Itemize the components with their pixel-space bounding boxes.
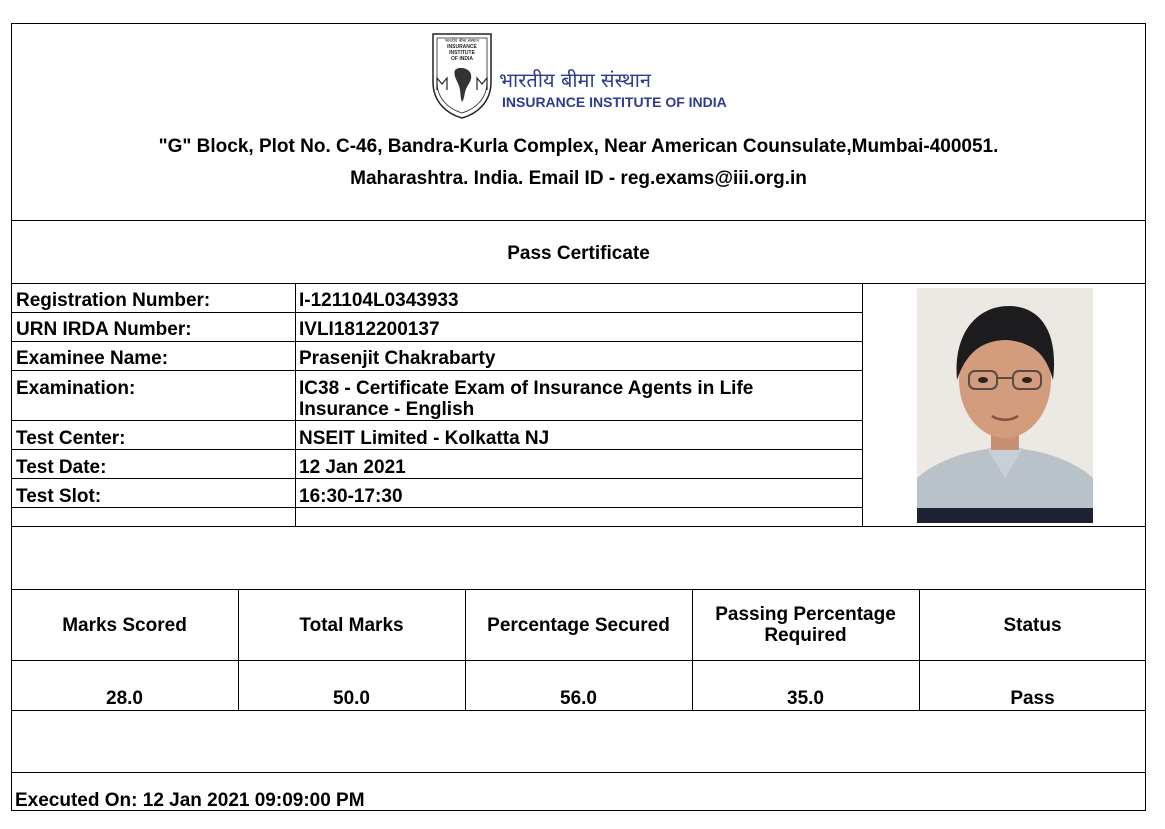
svg-text:INSTITUTE: INSTITUTE bbox=[449, 50, 475, 56]
candidate-photo bbox=[917, 288, 1093, 523]
detail-value: NSEIT Limited - Kolkatta NJ bbox=[299, 428, 550, 449]
value-total-marks: 50.0 bbox=[333, 688, 370, 709]
detail-label: Test Slot: bbox=[16, 486, 102, 507]
address-line-1: "G" Block, Plot No. C-46, Bandra-Kurla Complex, Near American Counsulate,Mumbai-400051. bbox=[158, 136, 999, 157]
svg-text:OF INDIA: OF INDIA bbox=[451, 56, 473, 62]
detail-label: Test Center: bbox=[16, 428, 126, 449]
divider bbox=[11, 220, 1146, 221]
detail-value: 12 Jan 2021 bbox=[299, 457, 406, 478]
value-passing-percentage: 35.0 bbox=[787, 688, 824, 709]
divider bbox=[11, 710, 1146, 711]
divider bbox=[11, 526, 1146, 527]
value-percentage-secured: 56.0 bbox=[560, 688, 597, 709]
detail-label: Examination: bbox=[16, 378, 136, 399]
detail-value: 16:30-17:30 bbox=[299, 486, 403, 507]
divider bbox=[11, 772, 1146, 773]
detail-label: Examinee Name: bbox=[16, 348, 169, 369]
certificate-title: Pass Certificate bbox=[507, 243, 650, 264]
header-passing-percentage: Passing Percentage Required bbox=[715, 604, 896, 646]
detail-label: URN IRDA Number: bbox=[16, 319, 192, 340]
header-marks-scored: Marks Scored bbox=[62, 614, 187, 636]
org-name-hindi: भारतीय बीमा संस्थान bbox=[499, 68, 652, 92]
detail-label: Test Date: bbox=[16, 457, 107, 478]
divider bbox=[11, 283, 1146, 284]
detail-value: IC38 - Certificate Exam of Insurance Agents in Life Insurance - English bbox=[299, 378, 754, 420]
svg-text:भारतीय बीमा संस्थान: भारतीय बीमा संस्थान bbox=[444, 39, 480, 44]
address-line-2: Maharashtra. India. Email ID - reg.exams@iii.org.in bbox=[350, 168, 807, 189]
svg-text:INSURANCE: INSURANCE bbox=[447, 44, 477, 50]
institute-logo bbox=[429, 32, 495, 120]
header-status: Status bbox=[1003, 614, 1062, 636]
detail-value: Prasenjit Chakrabarty bbox=[299, 348, 496, 369]
header-percentage-secured: Percentage Secured bbox=[487, 614, 670, 636]
value-marks-scored: 28.0 bbox=[106, 688, 143, 709]
header-total-marks: Total Marks bbox=[299, 614, 404, 636]
detail-value: IVLI1812200137 bbox=[299, 319, 440, 340]
detail-label: Registration Number: bbox=[16, 290, 211, 311]
org-name-english: INSURANCE INSTITUTE OF INDIA bbox=[502, 94, 727, 110]
executed-on: Executed On: 12 Jan 2021 09:09:00 PM bbox=[15, 790, 365, 811]
value-status: Pass bbox=[1010, 688, 1055, 709]
divider bbox=[11, 660, 1146, 661]
detail-value: I-121104L0343933 bbox=[299, 290, 459, 311]
